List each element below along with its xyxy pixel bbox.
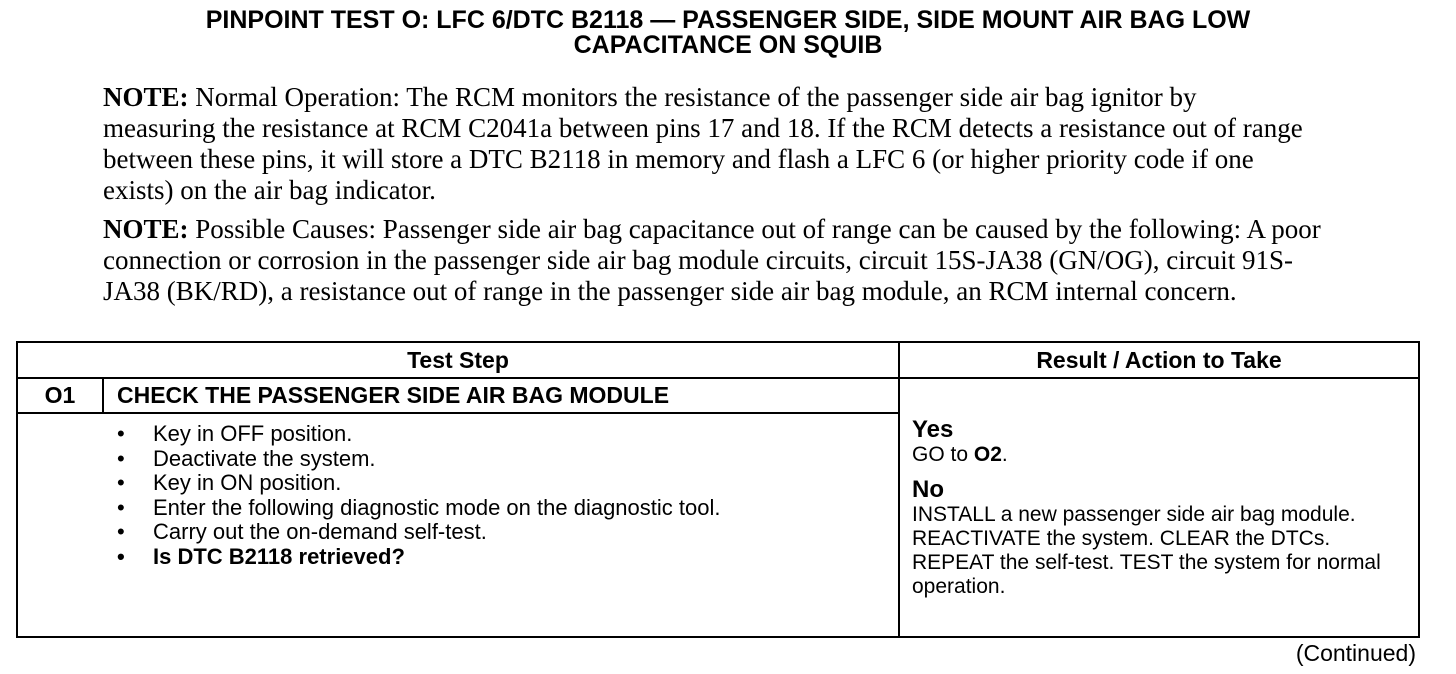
page-title xyxy=(0,8,1456,58)
result-no-label: No xyxy=(912,476,944,503)
title-line-2: CAPACITANCE ON SQUIB xyxy=(573,31,883,59)
continued-label: (Continued) xyxy=(1295,640,1416,666)
note-label: NOTE: xyxy=(103,214,189,244)
action-question: • Is DTC B2118 retrieved? xyxy=(153,545,898,570)
result-yes-suffix: . xyxy=(1001,443,1008,466)
title-line-1: PINPOINT TEST O: LFC 6/DTC B2118 — PASSENGER SIDE, SIDE MOUNT AIR BAG LOW xyxy=(205,6,1251,34)
header-test-step: Test Step xyxy=(17,342,899,378)
note-label: NOTE: xyxy=(103,82,189,112)
action-item: • Enter the following diagnostic mode on the diagnostic tool. xyxy=(153,496,898,521)
note-possible-causes xyxy=(103,214,1333,307)
pinpoint-test-table xyxy=(16,341,1420,638)
result-no-text: INSTALL a new passenger side air bag module. REACTIVATE the system. CLEAR the DTCs. REPEAT the self-test. TEST the system for normal operation. xyxy=(912,503,1381,598)
header-result-action: Result / Action to Take xyxy=(899,342,1419,378)
note-text: Possible Causes: Passenger side air bag capacitance out of range can be caused by the following: A poor connection or corrosion in the passenger side air bag module circuits, circuit 15S-JA38 (GN/OG), circuit 91S-JA38 (BK/RD), a resistance out of range in the passenger side air bag module, an RCM internal concern. xyxy=(103,214,1321,306)
result-yes-target: O2 xyxy=(973,443,1002,466)
action-list xyxy=(18,422,898,569)
step-title: CHECK THE PASSENGER SIDE AIR BAG MODULE xyxy=(103,378,899,413)
action-item: • Deactivate the system. xyxy=(153,447,898,472)
note-normal-operation xyxy=(103,82,1303,206)
step-title-row xyxy=(17,378,1419,413)
action-item: • Key in ON position. xyxy=(153,471,898,496)
action-item: • Carry out the on-demand self-test. xyxy=(153,520,898,545)
result-yes-text xyxy=(912,443,1408,467)
result-action-cell xyxy=(899,378,1419,637)
result-yes-label: Yes xyxy=(912,416,954,443)
result-yes-prefix: GO to xyxy=(912,443,974,466)
step-body xyxy=(17,413,899,637)
step-number: O1 xyxy=(17,378,103,413)
note-text: Normal Operation: The RCM monitors the resistance of the passenger side air bag ignitor by measuring the resistance at RCM C2041a between pins 17 and 18. If the RCM detects a resistance out of range between these pins, it will store a DTC B2118 in memory and flash a LFC 6 (or higher priority code if one exists) on the air bag indicator. xyxy=(103,82,1303,205)
table-header-row xyxy=(17,342,1419,378)
action-item: • Key in OFF position. xyxy=(153,422,898,447)
